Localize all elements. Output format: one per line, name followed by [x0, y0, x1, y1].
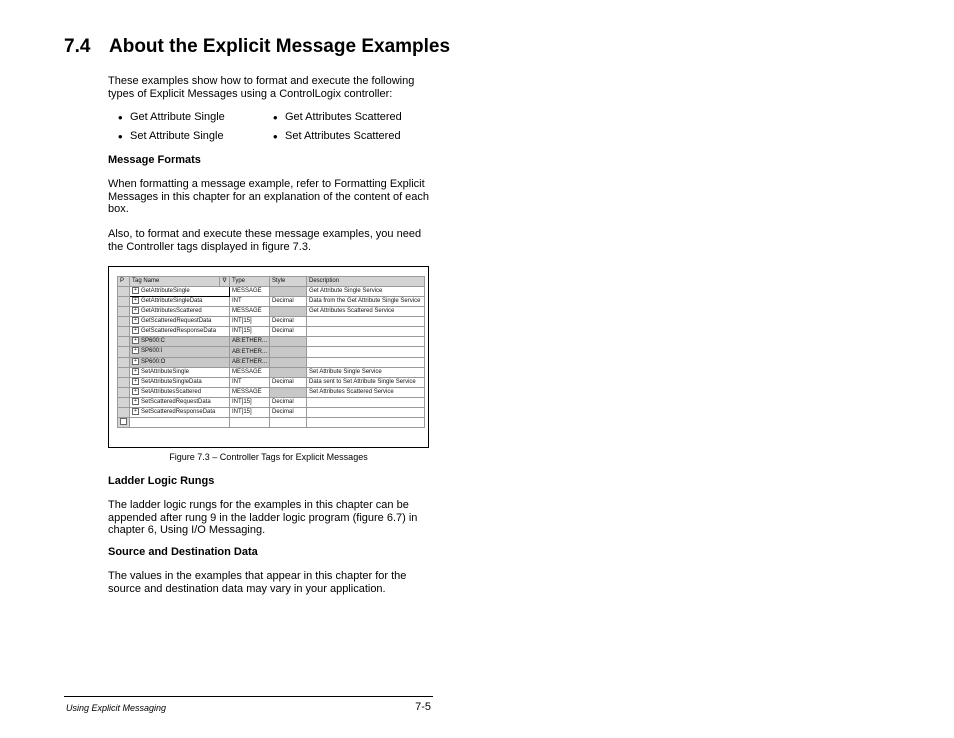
- tag-style: [270, 347, 307, 357]
- expand-icon[interactable]: +: [132, 337, 139, 344]
- table-row[interactable]: [118, 367, 425, 377]
- tag-description: [307, 407, 425, 417]
- section-title: About the Explicit Message Examples: [109, 36, 451, 57]
- tag-description: [307, 357, 425, 367]
- expand-icon[interactable]: +: [132, 297, 139, 304]
- tag-description: Get Attributes Scattered Service: [307, 307, 425, 317]
- tag-type: INT[15]: [230, 327, 270, 337]
- expand-icon[interactable]: +: [132, 408, 139, 415]
- source-destination-heading: Source and Destination Data: [108, 546, 258, 558]
- table-row[interactable]: [118, 297, 425, 307]
- tag-name: SetAttributeSingleData: [141, 378, 202, 385]
- column-header-tag-name[interactable]: Tag Name: [130, 277, 220, 287]
- tag-name: SP600:C: [141, 338, 166, 345]
- tag-type: MESSAGE: [230, 307, 270, 317]
- table-row[interactable]: [118, 347, 425, 357]
- column-header-description[interactable]: Description: [307, 277, 425, 287]
- tag-style: Decimal: [270, 297, 307, 307]
- tag-name: SetAttributesScattered: [141, 388, 202, 395]
- expand-icon[interactable]: +: [132, 358, 139, 365]
- column-header-style[interactable]: Style: [270, 277, 307, 287]
- table-row[interactable]: [118, 287, 425, 297]
- expand-icon[interactable]: +: [132, 327, 139, 334]
- tag-description: Data sent to Set Attribute Single Service: [307, 377, 425, 387]
- checkbox-icon[interactable]: [120, 418, 127, 425]
- table-row[interactable]: [118, 317, 425, 327]
- tag-style: Decimal: [270, 377, 307, 387]
- tag-type: AB:ETHER...: [230, 347, 270, 357]
- tag-type: INT[15]: [230, 407, 270, 417]
- ladder-logic-heading: Ladder Logic Rungs: [108, 475, 215, 487]
- tag-type: MESSAGE: [230, 287, 270, 297]
- tag-name: SetScatteredResponseData: [141, 409, 216, 416]
- tag-description: [307, 347, 425, 357]
- footer-divider: [64, 696, 433, 697]
- controller-tags-table: [117, 276, 425, 428]
- tag-name: GetAttributesScattered: [141, 308, 202, 315]
- tag-description: Set Attributes Scattered Service: [307, 387, 425, 397]
- tag-style: Decimal: [270, 327, 307, 337]
- tag-style: [270, 307, 307, 317]
- table-header-row: [118, 277, 425, 287]
- list-item: • Set Attribute Single: [118, 130, 224, 142]
- sort-indicator[interactable]: ∇: [220, 277, 230, 287]
- tag-style: Decimal: [270, 407, 307, 417]
- table-row[interactable]: [118, 387, 425, 397]
- tag-style: [270, 367, 307, 377]
- tag-style: [270, 337, 307, 347]
- source-destination-paragraph: The values in the examples that appear in this chapter for the source and destination data may vary in your application.: [108, 570, 407, 595]
- message-formats-heading: Message Formats: [108, 154, 201, 166]
- new-tag-description-cell[interactable]: [307, 418, 425, 428]
- tag-style: [270, 357, 307, 367]
- intro-paragraph: These examples show how to format and execute the following types of Explicit Messages using a ControlLogix controller:: [108, 75, 415, 100]
- ladder-logic-paragraph: The ladder logic rungs for the examples in this chapter can be appended after rung 9 in the ladder logic program (figure 6.7) in chapter 6, Using I/O Messaging.: [108, 499, 418, 536]
- section-number: 7.4: [64, 36, 91, 57]
- table-row[interactable]: [118, 337, 425, 347]
- tag-name: GetAttributeSingleData: [141, 298, 203, 305]
- section-heading: [64, 36, 450, 58]
- list-item: • Get Attributes Scattered: [273, 111, 402, 123]
- tag-type: AB:ETHER...: [230, 357, 270, 367]
- expand-icon[interactable]: +: [132, 317, 139, 324]
- controller-tags-figure: [108, 266, 429, 448]
- expand-icon[interactable]: +: [132, 307, 139, 314]
- footer-chapter-title: Using Explicit Messaging: [66, 703, 167, 713]
- tag-name: SetAttributeSingle: [141, 368, 190, 375]
- tag-name: GetScatteredRequestData: [141, 318, 212, 325]
- tag-description: Get Attribute Single Service: [307, 287, 425, 297]
- expand-icon[interactable]: +: [132, 368, 139, 375]
- message-formats-paragraph-2: Also, to format and execute these message examples, you need the Controller tags displayed in figure 7.3.: [108, 228, 422, 253]
- table-row[interactable]: [118, 327, 425, 337]
- tag-name: GetScatteredResponseData: [141, 328, 217, 335]
- tag-name: GetAttributeSingle: [141, 288, 190, 295]
- table-row[interactable]: [118, 307, 425, 317]
- tag-type: INT[15]: [230, 317, 270, 327]
- tag-style: [270, 287, 307, 297]
- tag-description: Set Attribute Single Service: [307, 367, 425, 377]
- list-item: • Get Attribute Single: [118, 111, 225, 123]
- tag-description: Data from the Get Attribute Single Service: [307, 297, 425, 307]
- tag-type: AB:ETHER...: [230, 337, 270, 347]
- tag-type: INT[15]: [230, 397, 270, 407]
- message-formats-paragraph-1: When formatting a message example, refer to Formatting Explicit Messages in this chapter for an explanation of the content of each box.: [108, 178, 430, 215]
- tag-name: SP600:O: [141, 358, 166, 365]
- table-row[interactable]: [118, 377, 425, 387]
- expand-icon[interactable]: +: [132, 378, 139, 385]
- column-header-p[interactable]: P: [118, 277, 130, 287]
- tag-type: MESSAGE: [230, 387, 270, 397]
- tag-description: [307, 397, 425, 407]
- tag-name: SP600:I: [141, 348, 163, 355]
- table-row[interactable]: [118, 397, 425, 407]
- tag-style: Decimal: [270, 317, 307, 327]
- new-tag-row[interactable]: [118, 418, 425, 428]
- expand-icon[interactable]: +: [132, 388, 139, 395]
- tag-style: [270, 387, 307, 397]
- table-row[interactable]: [118, 407, 425, 417]
- new-tag-style-cell[interactable]: [270, 418, 307, 428]
- tag-description: [307, 327, 425, 337]
- tag-style: Decimal: [270, 397, 307, 407]
- expand-icon[interactable]: +: [132, 398, 139, 405]
- tag-description: [307, 337, 425, 347]
- tag-description: [307, 317, 425, 327]
- tag-type: INT: [230, 297, 270, 307]
- new-tag-name-cell[interactable]: [130, 418, 230, 428]
- expand-icon[interactable]: +: [132, 347, 139, 354]
- tag-type: MESSAGE: [230, 367, 270, 377]
- tag-name: SetScatteredRequestData: [141, 398, 211, 405]
- column-header-type[interactable]: Type: [230, 277, 270, 287]
- expand-icon[interactable]: +: [132, 287, 139, 294]
- table-row[interactable]: [118, 357, 425, 367]
- tag-type: INT: [230, 377, 270, 387]
- list-item: • Set Attributes Scattered: [273, 130, 401, 142]
- new-tag-type-cell[interactable]: [230, 418, 270, 428]
- page-number: 7-5: [415, 701, 431, 713]
- figure-caption: Figure 7.3 – Controller Tags for Explicit Messages: [169, 452, 368, 462]
